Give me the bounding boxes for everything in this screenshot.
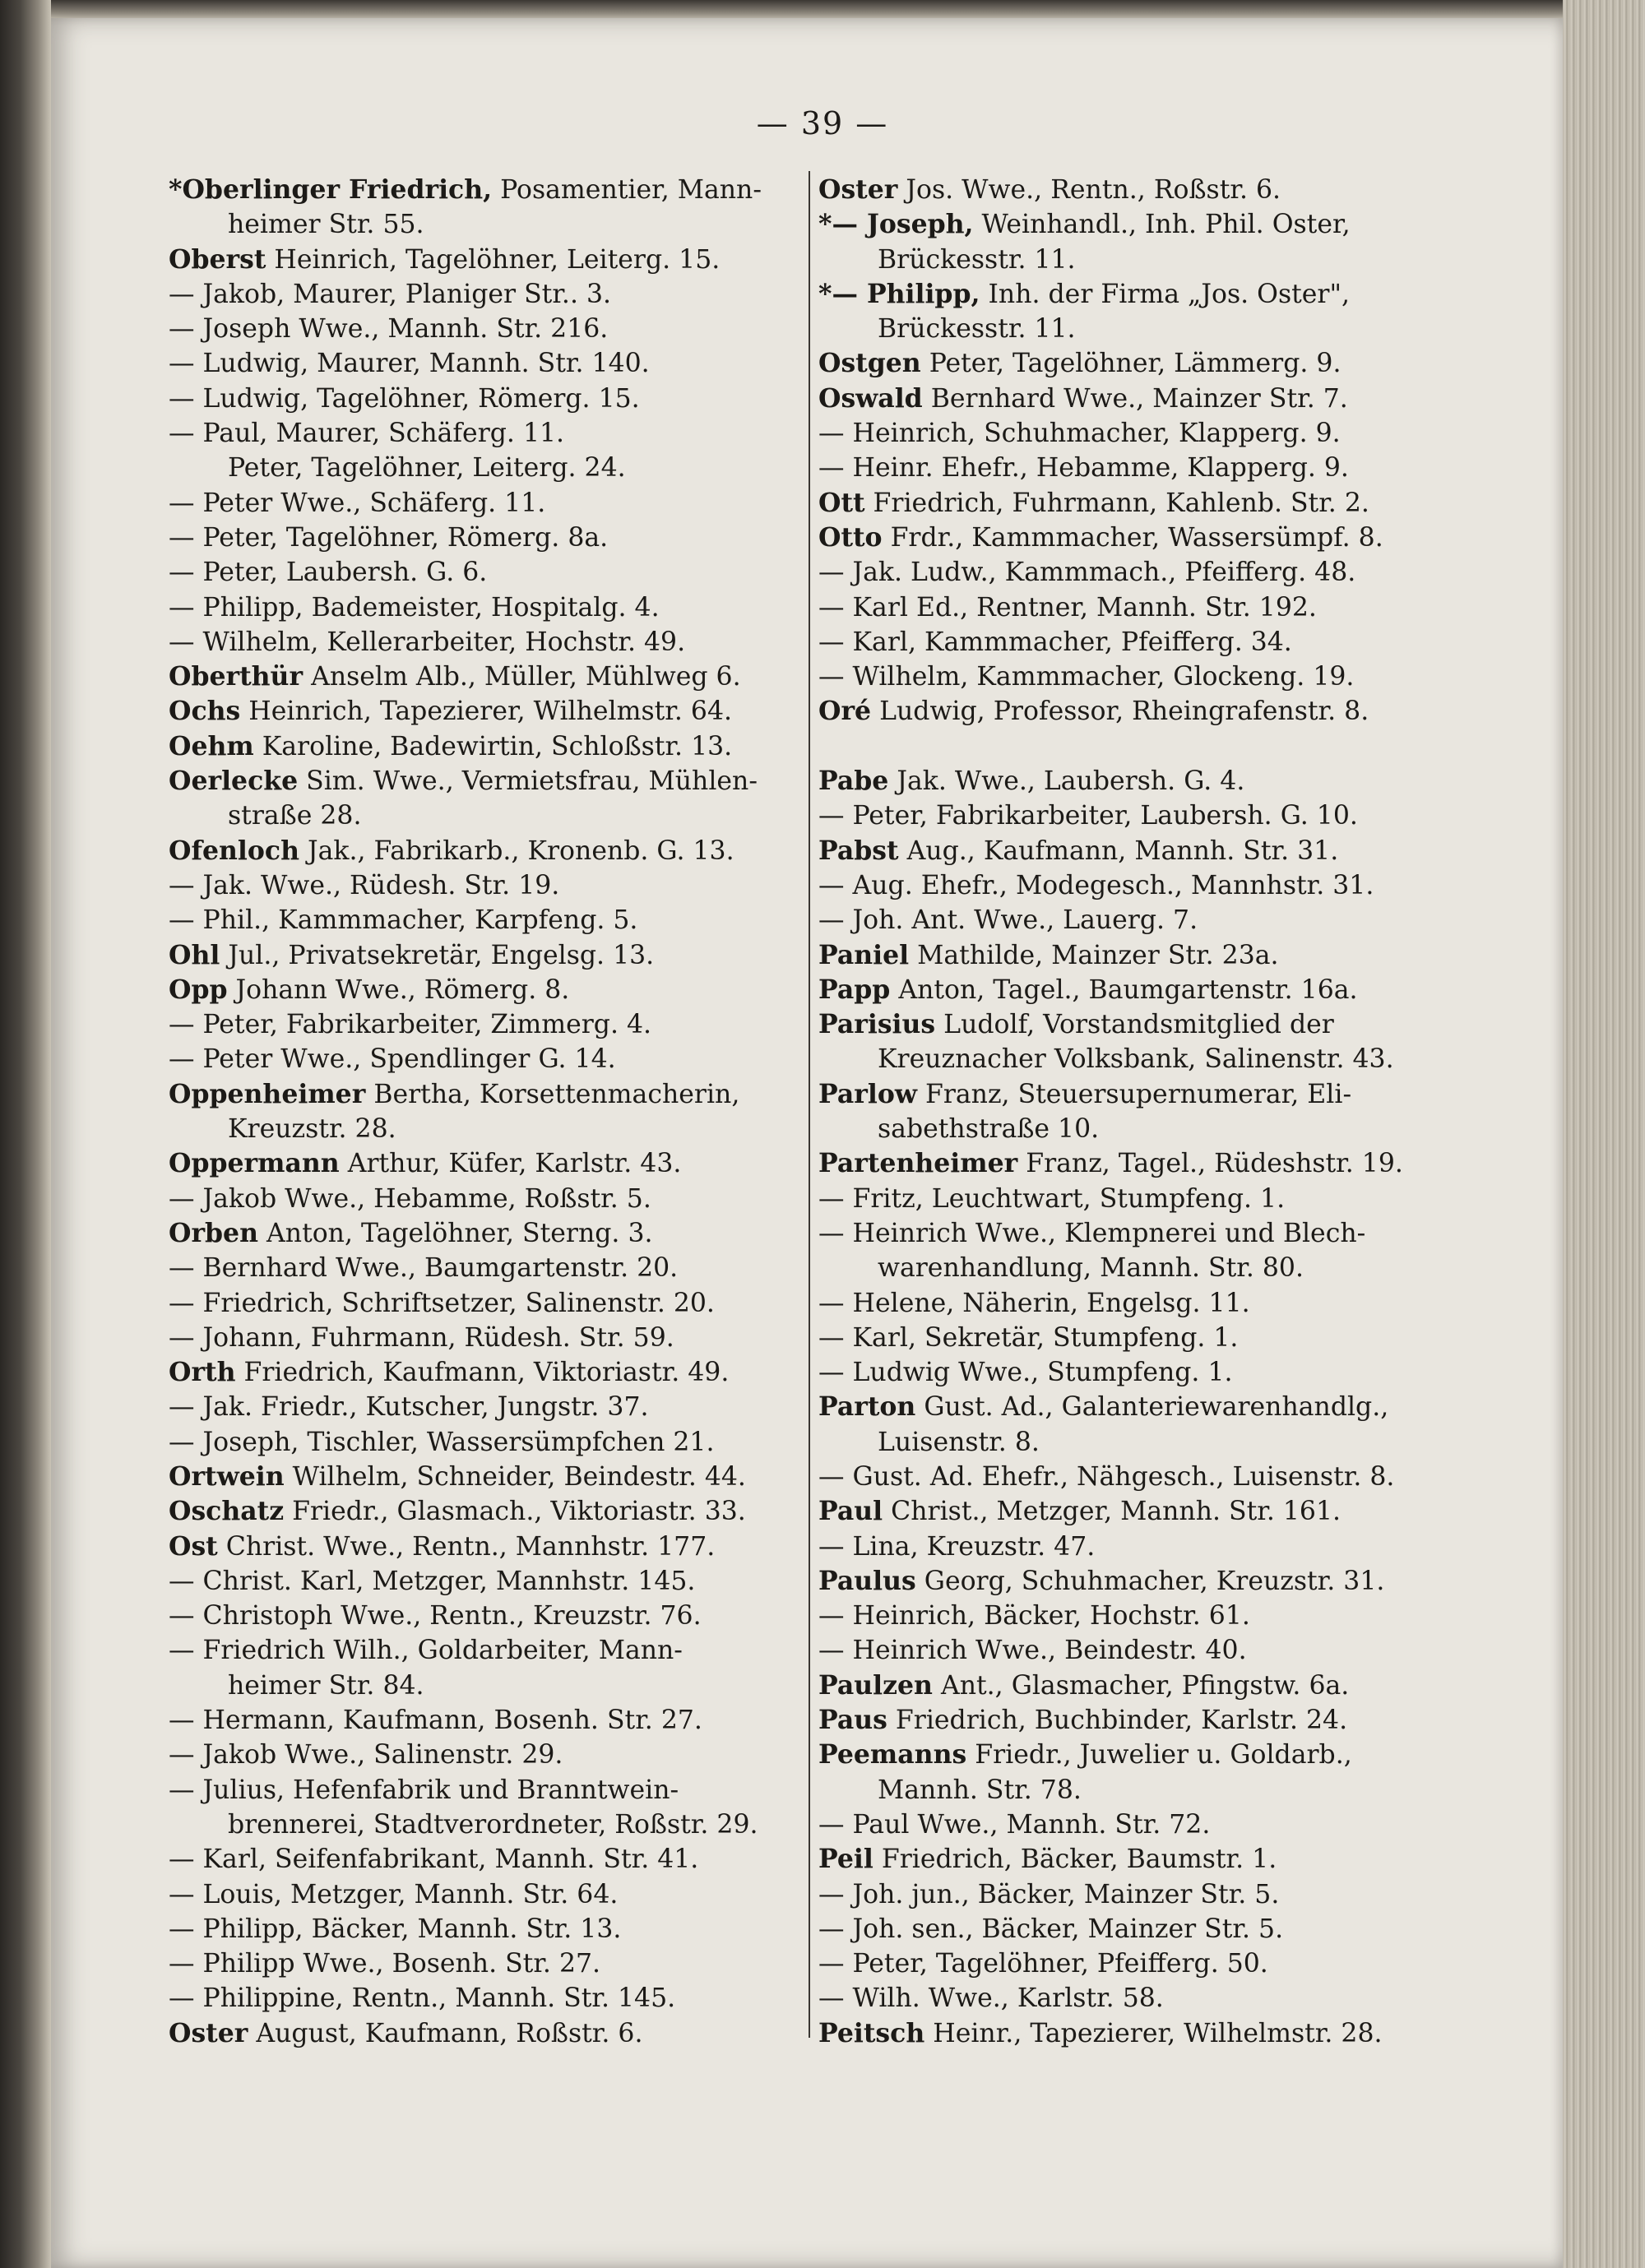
entry-surname: Orth — [169, 1357, 236, 1388]
directory-entry — [818, 729, 1452, 764]
directory-entry — [818, 1251, 1452, 1285]
directory-entry — [169, 1946, 802, 1981]
entry-details: Friedrich, Kaufmann, Viktoriastr. 49. — [235, 1358, 730, 1388]
directory-entry — [169, 451, 802, 485]
directory-entry — [169, 660, 802, 694]
directory-entry — [169, 207, 802, 242]
entry-details: — Ludwig Wwe., Stumpfeng. 1. — [818, 1358, 1233, 1388]
entry-details: — Joseph, Tischler, Wassersümpfchen 21. — [169, 1427, 715, 1457]
directory-entry — [169, 521, 802, 555]
directory-entry — [169, 1042, 802, 1076]
entry-details: — Karl Ed., Rentner, Mannh. Str. 192. — [818, 592, 1317, 623]
directory-entry — [169, 729, 802, 764]
directory-entry — [818, 1530, 1452, 1564]
entry-surname: Peil — [818, 1844, 873, 1875]
entry-surname: *Oberlinger Friedrich, — [169, 174, 493, 205]
entry-details: — Johann, Fuhrmann, Rüdesh. Str. 59. — [169, 1322, 674, 1353]
entry-surname: Paulzen — [818, 1669, 933, 1701]
entry-details: Anton, Tagel., Baumgartenstr. 16a. — [890, 974, 1358, 1005]
directory-entry — [169, 1355, 802, 1390]
directory-entry — [169, 764, 802, 798]
entry-details: Friedrich, Bäcker, Baumstr. 1. — [873, 1844, 1277, 1875]
entry-details: Franz, Steuersupernumerar, Eli- — [916, 1079, 1352, 1109]
directory-entry — [169, 1286, 802, 1321]
entry-details: — Bernhard Wwe., Baumgartenstr. 20. — [169, 1253, 679, 1284]
entry-details: — Louis, Metzger, Mannh. Str. 64. — [169, 1879, 619, 1909]
directory-entry — [169, 1321, 802, 1355]
entry-details: — Jakob Wwe., Hebamme, Roßstr. 5. — [169, 1183, 651, 1214]
entry-surname: Oberst — [169, 243, 266, 275]
directory-entry — [818, 1286, 1452, 1321]
directory-entry — [818, 1842, 1452, 1877]
entry-details: — Jakob Wwe., Salinenstr. 29. — [169, 1740, 563, 1770]
directory-column-left — [169, 173, 802, 2051]
entry-details: — Phil., Kammmacher, Karpfeng. 5. — [169, 905, 638, 936]
entry-details: — Philipp, Bäcker, Mannh. Str. 13. — [169, 1914, 622, 1944]
entry-surname: Paulus — [818, 1565, 916, 1596]
entry-surname: Parton — [818, 1391, 916, 1423]
directory-entry — [169, 694, 802, 729]
directory-entry — [169, 173, 802, 207]
entry-details: Arthur, Küfer, Karlstr. 43. — [339, 1149, 682, 1179]
directory-entry — [169, 1216, 802, 1251]
directory-entry — [169, 1182, 802, 1216]
directory-entry — [169, 312, 802, 346]
page-number: — 39 — — [756, 105, 889, 141]
entry-details: Friedrich, Buchbinder, Karlstr. 24. — [887, 1706, 1348, 1736]
directory-entry — [169, 834, 802, 868]
entry-details: sabethstraße 10. — [878, 1114, 1100, 1145]
entry-details: — Heinrich, Schuhmacher, Klapperg. 9. — [818, 419, 1341, 449]
entry-surname: Paniel — [818, 939, 910, 970]
entry-details: — Heinr. Ehefr., Hebamme, Klapperg. 9. — [818, 453, 1349, 484]
entry-details: Anton, Tagelöhner, Sterng. 3. — [258, 1218, 653, 1248]
entry-surname: Oster — [169, 2017, 248, 2048]
entry-details: — Heinrich Wwe., Beindestr. 40. — [818, 1636, 1247, 1666]
entry-details: Ant., Glasmacher, Pfingstw. 6a. — [932, 1670, 1350, 1701]
directory-entry — [818, 1182, 1452, 1216]
directory-entry — [169, 1981, 802, 2016]
directory-entry — [169, 1112, 802, 1146]
entry-details: Peter, Tagelöhner, Lämmerg. 9. — [920, 349, 1341, 379]
entry-details: — Jak. Wwe., Rüdesh. Str. 19. — [169, 870, 560, 900]
entry-details: — Karl, Kammmacher, Pfeifferg. 34. — [818, 627, 1292, 657]
entry-details: Franz, Tagel., Rüdeshstr. 19. — [1017, 1149, 1403, 1179]
book-spine-shadow — [0, 0, 51, 2268]
entry-details: — Joseph Wwe., Mannh. Str. 216. — [169, 314, 609, 345]
directory-entry — [169, 973, 802, 1007]
entry-details: — Jakob, Maurer, Planiger Str.. 3. — [169, 279, 612, 309]
entry-details: — Joh. jun., Bäcker, Mainzer Str. 5. — [818, 1879, 1280, 1909]
directory-entry — [169, 1877, 802, 1912]
entry-details: — Philipp, Bademeister, Hospitalg. 4. — [169, 592, 660, 623]
entry-surname: Oerlecke — [169, 766, 299, 797]
directory-entry — [818, 798, 1452, 833]
entry-details: — Paul Wwe., Mannh. Str. 72. — [818, 1809, 1211, 1840]
column-divider — [809, 171, 810, 2038]
entry-details: — Paul, Maurer, Schäferg. 11. — [169, 419, 565, 449]
entry-surname: Ochs — [169, 696, 241, 727]
entry-details: Jak., Fabrikarb., Kronenb. G. 13. — [299, 835, 734, 866]
entry-surname: Ortwein — [169, 1460, 285, 1492]
directory-entry — [169, 1807, 802, 1842]
entry-details: Karoline, Badewirtin, Schloßstr. 13. — [253, 731, 733, 761]
entry-details: Mathilde, Mainzer Str. 23a. — [909, 940, 1279, 970]
directory-entry — [169, 625, 802, 660]
entry-details: — Ludwig, Maurer, Mannh. Str. 140. — [169, 349, 650, 379]
entry-surname: Oschatz — [169, 1496, 285, 1527]
directory-entry — [169, 1669, 802, 1703]
entry-surname: Orben — [169, 1217, 259, 1248]
entry-details: — Joh. Ant. Wwe., Lauerg. 7. — [818, 905, 1198, 936]
entry-surname: Partenheimer — [818, 1148, 1018, 1179]
entry-details: Posamentier, Mann- — [492, 175, 762, 205]
directory-entry — [818, 694, 1452, 729]
directory-entry — [818, 346, 1452, 381]
entry-surname: Parisius — [818, 1009, 936, 1040]
entry-surname: Paul — [818, 1496, 883, 1527]
directory-entry — [169, 382, 802, 416]
entry-details: Inh. der Firma „Jos. Oster", — [980, 279, 1350, 309]
entry-details: Frdr., Kammmacher, Wassersümpf. 8. — [882, 522, 1383, 553]
entry-details: — Helene, Näherin, Engelsg. 11. — [818, 1288, 1250, 1318]
entry-surname: Pabe — [818, 766, 889, 797]
entry-details: Friedr., Glasmach., Viktoriastr. 33. — [284, 1497, 746, 1527]
entry-details: — Friedrich Wilh., Goldarbeiter, Mann- — [169, 1636, 683, 1666]
directory-entry — [818, 1807, 1452, 1842]
entry-surname: Oberthür — [169, 661, 304, 692]
directory-entry — [169, 1599, 802, 1633]
directory-entry — [169, 1842, 802, 1877]
directory-entry — [169, 1738, 802, 1772]
entry-details: — Gust. Ad. Ehefr., Nähgesch., Luisenstr. 8. — [818, 1461, 1395, 1492]
entry-details: Kreuzstr. 28. — [228, 1114, 396, 1145]
entry-details: Kreuznacher Volksbank, Salinenstr. 43. — [878, 1044, 1394, 1075]
directory-entry — [818, 938, 1452, 973]
entry-surname: Oster — [818, 174, 898, 205]
entry-details: — Peter, Fabrikarbeiter, Laubersh. G. 10. — [818, 801, 1358, 831]
directory-entry — [818, 1981, 1452, 2016]
directory-entry — [169, 1494, 802, 1529]
entry-surname: Peitsch — [818, 2017, 925, 2048]
directory-entry — [169, 1007, 802, 1042]
entry-details: Jak. Wwe., Laubersh. G. 4. — [888, 766, 1245, 797]
entry-surname: Ohl — [169, 939, 220, 970]
directory-entry — [818, 173, 1452, 207]
entry-details: Luisenstr. 8. — [878, 1427, 1040, 1457]
entry-details: Mannh. Str. 78. — [878, 1775, 1082, 1805]
directory-entry — [818, 1007, 1452, 1042]
directory-entry — [818, 555, 1452, 590]
directory-entry — [169, 938, 802, 973]
directory-entry — [818, 1112, 1452, 1146]
directory-entry — [169, 486, 802, 521]
entry-details: — Karl, Sekretär, Stumpfeng. 1. — [818, 1322, 1239, 1353]
directory-entry — [169, 798, 802, 833]
entry-details: Jos. Wwe., Rentn., Roßstr. 6. — [897, 175, 1281, 205]
entry-details: Weinhandl., Inh. Phil. Oster, — [973, 210, 1351, 240]
entry-details: — Wilhelm, Kammmacher, Glockeng. 19. — [818, 662, 1355, 692]
entry-details: — Friedrich, Schriftsetzer, Salinenstr. 20. — [169, 1288, 715, 1318]
directory-entry — [818, 764, 1452, 798]
directory-entry — [818, 312, 1452, 346]
directory-column-right — [818, 173, 1452, 2051]
entry-details: — Lina, Kreuzstr. 47. — [818, 1531, 1096, 1562]
entry-details: Jul., Privatsekretär, Engelsg. 13. — [220, 940, 655, 970]
directory-entry — [818, 1042, 1452, 1076]
entry-details: — Philippine, Rentn., Mannh. Str. 145. — [169, 1983, 676, 2014]
entry-surname: Oehm — [169, 730, 254, 761]
entry-details: — Peter Wwe., Schäferg. 11. — [169, 488, 546, 518]
directory-entry — [169, 346, 802, 381]
directory-entry — [818, 1146, 1452, 1181]
directory-entry — [818, 1633, 1452, 1668]
entry-surname: *— Joseph, — [818, 209, 974, 240]
directory-entry — [818, 1738, 1452, 1772]
entry-details: — Wilhelm, Kellerarbeiter, Hochstr. 49. — [169, 627, 686, 657]
directory-entry — [169, 868, 802, 903]
entry-details: Johann Wwe., Römerg. 8. — [227, 974, 570, 1005]
entry-surname: Oppenheimer — [169, 1078, 366, 1109]
directory-entry — [818, 207, 1452, 242]
entry-details: — Peter, Laubersh. G. 6. — [169, 558, 488, 588]
entry-details: Brückesstr. 11. — [878, 244, 1076, 275]
entry-details: Heinr., Tapezierer, Wilhelmstr. 28. — [924, 2018, 1383, 2048]
directory-entry — [818, 486, 1452, 521]
directory-entry — [818, 660, 1452, 694]
directory-entry — [818, 1564, 1452, 1599]
entry-details: warenhandlung, Mannh. Str. 80. — [878, 1253, 1304, 1284]
entry-surname: Pabst — [818, 835, 899, 866]
entry-surname: Oppermann — [169, 1148, 340, 1179]
entry-details: Christ. Wwe., Rentn., Mannhstr. 177. — [217, 1531, 716, 1562]
entry-surname: Paus — [818, 1705, 887, 1736]
entry-details: Friedrich, Fuhrmann, Kahlenb. Str. 2. — [864, 488, 1369, 518]
entry-details: — Joh. sen., Bäcker, Mainzer Str. 5. — [818, 1914, 1284, 1944]
entry-surname: *— Philipp, — [818, 278, 980, 309]
entry-details: — Peter, Tagelöhner, Pfeifferg. 50. — [818, 1949, 1268, 1979]
entry-details: — Karl, Seifenfabrikant, Mannh. Str. 41. — [169, 1844, 699, 1875]
directory-entry — [818, 243, 1452, 277]
entry-details: Aug., Kaufmann, Mannh. Str. 31. — [898, 835, 1339, 866]
entry-details: — Jak. Ludw., Kammmach., Pfeifferg. 48. — [818, 558, 1356, 588]
entry-surname: Parlow — [818, 1078, 917, 1109]
entry-surname: Ost — [169, 1530, 218, 1562]
entry-details: — Aug. Ehefr., Modegesch., Mannhstr. 31. — [818, 870, 1374, 900]
entry-details: — Heinrich Wwe., Klempnerei und Blech- — [818, 1218, 1366, 1248]
directory-entry — [818, 868, 1452, 903]
directory-entry — [169, 1251, 802, 1285]
entry-details: — Peter, Tagelöhner, Römerg. 8a. — [169, 522, 609, 553]
directory-entry — [818, 590, 1452, 625]
directory-entry — [818, 1912, 1452, 1946]
entry-details: — Julius, Hefenfabrik und Branntwein- — [169, 1775, 679, 1805]
directory-entry — [169, 243, 802, 277]
directory-entry — [818, 277, 1452, 312]
directory-entry — [818, 625, 1452, 660]
entry-details: Friedr., Juwelier u. Goldarb., — [966, 1740, 1352, 1770]
entry-details: Bertha, Korsettenmacherin, — [365, 1079, 740, 1109]
directory-entry — [169, 1912, 802, 1946]
directory-entry — [169, 416, 802, 451]
directory-entry — [169, 1633, 802, 1668]
directory-entry — [818, 382, 1452, 416]
directory-entry — [169, 590, 802, 625]
page-fore-edge — [1563, 0, 1645, 2268]
directory-entry — [818, 1460, 1452, 1494]
entry-surname: Peemanns — [818, 1739, 967, 1770]
directory-entry — [818, 2016, 1452, 2051]
directory-entry — [818, 1321, 1452, 1355]
entry-surname: Otto — [818, 521, 883, 553]
directory-entry — [169, 1146, 802, 1181]
directory-entry — [169, 1564, 802, 1599]
directory-entry — [169, 1530, 802, 1564]
directory-entry — [818, 1390, 1452, 1424]
directory-entry — [818, 1599, 1452, 1633]
entry-details: — Christ. Karl, Metzger, Mannhstr. 145. — [169, 1566, 696, 1596]
entry-details: straße 28. — [228, 801, 362, 831]
entry-surname: Ofenloch — [169, 835, 299, 866]
entry-surname: Papp — [818, 974, 891, 1005]
directory-entry — [818, 1669, 1452, 1703]
entry-surname: Ott — [818, 487, 865, 518]
entry-details: Peter, Tagelöhner, Leiterg. 24. — [228, 453, 626, 484]
entry-details: heimer Str. 55. — [228, 210, 424, 240]
directory-entry — [169, 277, 802, 312]
directory-entry — [169, 903, 802, 937]
directory-entry — [818, 1773, 1452, 1807]
directory-entry — [818, 1703, 1452, 1738]
entry-details: Anselm Alb., Müller, Mühlweg 6. — [303, 662, 741, 692]
directory-entry — [818, 973, 1452, 1007]
entry-details: Gust. Ad., Galanteriewarenhandlg., — [915, 1392, 1389, 1423]
entry-details: — Peter, Fabrikarbeiter, Zimmerg. 4. — [169, 1010, 652, 1040]
entry-details: Christ., Metzger, Mannh. Str. 161. — [883, 1497, 1341, 1527]
directory-entry — [818, 1355, 1452, 1390]
directory-entry — [818, 416, 1452, 451]
entry-surname: Oswald — [818, 382, 923, 414]
entry-details: heimer Str. 84. — [228, 1670, 424, 1701]
entry-surname: Ostgen — [818, 348, 921, 379]
directory-entry — [818, 1077, 1452, 1112]
entry-details: Ludolf, Vorstandsmitglied der — [935, 1010, 1334, 1040]
entry-details: — Peter Wwe., Spendlinger G. 14. — [169, 1044, 616, 1075]
entry-details: — Hermann, Kaufmann, Bosenh. Str. 27. — [169, 1706, 702, 1736]
directory-entry — [169, 1077, 802, 1112]
directory-entry — [818, 1877, 1452, 1912]
entry-details: Heinrich, Tagelöhner, Leiterg. 15. — [266, 244, 721, 275]
directory-entry — [818, 1946, 1452, 1981]
entry-details: Brückesstr. 11. — [878, 314, 1076, 345]
directory-entry — [169, 1390, 802, 1424]
entry-details: Georg, Schuhmacher, Kreuzstr. 31. — [915, 1566, 1385, 1596]
entry-details: Sim. Wwe., Vermietsfrau, Mühlen- — [298, 766, 758, 797]
entry-surname: Opp — [169, 974, 228, 1005]
directory-entry — [818, 1216, 1452, 1251]
entry-details: — Christoph Wwe., Rentn., Kreuzstr. 76. — [169, 1601, 702, 1632]
entry-details: Ludwig, Professor, Rheingrafenstr. 8. — [871, 697, 1369, 727]
entry-details: — Wilh. Wwe., Karlstr. 58. — [818, 1983, 1164, 2014]
directory-entry — [818, 1425, 1452, 1460]
directory-entry — [818, 1494, 1452, 1529]
entry-details: August, Kaufmann, Roßstr. 6. — [248, 2018, 643, 2048]
entry-details: — Fritz, Leuchtwart, Stumpfeng. 1. — [818, 1183, 1286, 1214]
directory-entry — [818, 903, 1452, 937]
directory-entry — [169, 2016, 802, 2051]
directory-entry — [169, 555, 802, 590]
entry-surname: Oré — [818, 696, 872, 727]
entry-details: — Philipp Wwe., Bosenh. Str. 27. — [169, 1949, 601, 1979]
directory-entry — [818, 451, 1452, 485]
directory-entry — [169, 1425, 802, 1460]
directory-entry — [169, 1460, 802, 1494]
entry-details: Bernhard Wwe., Mainzer Str. 7. — [922, 383, 1348, 414]
entry-details: Wilhelm, Schneider, Beindestr. 44. — [284, 1461, 746, 1492]
directory-entry — [818, 834, 1452, 868]
entry-details: — Ludwig, Tagelöhner, Römerg. 15. — [169, 383, 640, 414]
directory-entry — [169, 1703, 802, 1738]
entry-details: brennerei, Stadtverordneter, Roßstr. 29. — [228, 1809, 758, 1840]
entry-details: — Heinrich, Bäcker, Hochstr. 61. — [818, 1601, 1250, 1632]
entry-details: — Jak. Friedr., Kutscher, Jungstr. 37. — [169, 1392, 649, 1423]
entry-details: Heinrich, Tapezierer, Wilhelmstr. 64. — [240, 697, 733, 727]
directory-entry — [818, 521, 1452, 555]
directory-entry — [169, 1773, 802, 1807]
